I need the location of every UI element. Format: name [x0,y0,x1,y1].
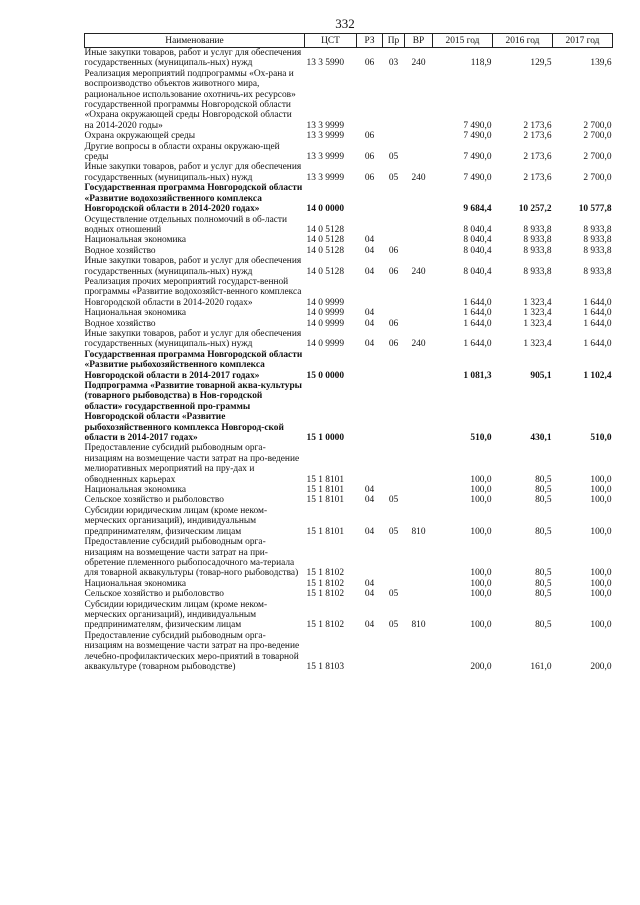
row-value-2017: 100,0 [590,578,612,589]
row-rz-code [357,537,383,579]
table-row [85,48,613,69]
row-name [85,183,305,214]
row-value-2017: 1 644,0 [583,318,612,329]
row-value-2017: 8 933,8 [583,266,612,277]
row-cst-code: 14 0 5128 [306,266,344,277]
page-number: 332 [335,16,355,31]
row-name-text: Охрана окружающей среды [84,131,196,142]
row-rz-code: 04 [364,308,375,319]
row-value-2015: 100,0 [470,578,492,589]
row-value-2017: 100,0 [590,526,612,537]
row-name [85,443,305,485]
row-vr-code [405,631,433,673]
row-value-2016: 161,0 [530,661,552,672]
row-value-2016: 80,5 [535,589,552,600]
row-value-2017: 100,0 [590,474,612,485]
row-vr-code: 810 [411,526,426,537]
row-cst-code: 15 0 0000 [306,370,344,381]
row-pr-code [383,350,405,381]
row-cst-code: 13 3 9999 [306,172,344,183]
row-pr-code [383,131,405,141]
table-row [85,381,613,443]
row-name [85,277,305,308]
row-name [85,246,305,256]
row-cst-code: 14 0 9999 [306,318,344,329]
row-value-2017: 2 700,0 [583,120,612,131]
table-row [85,506,613,537]
row-value-2017: 8 933,8 [583,224,612,235]
table-row [85,329,613,350]
row-value-2017: 1 644,0 [583,297,612,308]
table-row [85,308,613,318]
row-name [85,631,305,673]
row-value-2016: 430,1 [530,433,552,444]
row-rz-code: 06 [364,58,375,69]
row-value-2015: 100,0 [470,620,492,631]
row-value-2017: 510,0 [590,433,612,444]
row-value-2017: 100,0 [590,620,612,631]
row-rz-code [357,443,383,485]
row-pr-code: 05 [388,620,399,631]
row-vr-code [405,537,433,579]
row-value-2017: 100,0 [590,495,612,506]
row-rz-code: 04 [364,318,375,329]
row-name [85,235,305,245]
row-pr-code [383,631,405,673]
row-value-2016: 2 173,6 [523,120,552,131]
row-pr-code [383,381,405,443]
row-vr-code [405,131,433,141]
row-name-text: Осуществление отдельных полномочий в об-ласти водных отношений [84,214,288,235]
row-cst-code: 14 0 5128 [306,235,344,246]
row-vr-code: 240 [411,339,426,350]
row-pr-code [383,537,405,579]
row-vr-code [405,350,433,381]
row-value-2017: 2 700,0 [583,172,612,183]
row-cst-code: 13 3 9999 [306,120,344,131]
row-value-2016: 1 323,4 [523,308,552,319]
row-cst-code: 15 1 8101 [306,495,344,506]
row-vr-code [405,485,433,495]
row-value-2015: 1 644,0 [463,308,492,319]
table-row [85,131,613,141]
row-vr-code [405,235,433,245]
row-value-2016: 8 933,8 [523,235,552,246]
row-rz-code: 04 [364,339,375,350]
row-cst-code: 13 3 9999 [306,152,344,163]
row-cst-code: 15 1 8101 [306,474,344,485]
row-name-text: Государственная программа Новгородской области «Развитие водохозяйственного комплекса Новгородской области в 2014-2020 годах» [84,183,303,215]
row-pr-code: 05 [388,495,399,506]
table-row [85,443,613,485]
row-vr-code: 810 [411,620,426,631]
row-value-2016: 1 323,4 [523,339,552,350]
row-name-text: Сельское хозяйство и рыболовство [84,589,224,600]
row-cst-code: 15 1 8102 [306,589,344,600]
row-name [85,589,305,599]
row-vr-code [405,381,433,443]
row-vr-code [405,308,433,318]
header-pr: Пр [383,34,405,48]
row-name [85,506,305,537]
row-name [85,48,305,69]
row-cst-code: 13 3 5990 [306,58,344,69]
row-name [85,579,305,589]
row-value-2016: 80,5 [535,568,552,579]
row-name-text: Иные закупки товаров, работ и услуг для обеспечения государственных (муниципаль-ных) нужд [84,328,302,350]
row-pr-code: 05 [388,589,399,600]
row-cst-code: 13 3 9999 [306,131,344,142]
table-row [85,537,613,579]
row-cst-code: 15 1 8102 [306,620,344,631]
row-value-2017: 2 700,0 [583,131,612,142]
row-rz-code [357,277,383,308]
row-vr-code [405,277,433,308]
row-value-2017: 8 933,8 [583,235,612,246]
row-name [85,162,305,183]
row-value-2015: 1 644,0 [463,297,492,308]
row-name-text: Предоставление субсидий рыбоводным орга-низациям на возмещение части затрат на при-обретение племенного рыбопосадочного ма-териала для товарной аквакультуры (товар-ного рыбоводства) [84,537,299,579]
row-vr-code [405,589,433,599]
row-vr-code: 240 [411,172,426,183]
row-name [85,350,305,381]
header-row [85,34,613,48]
row-value-2015: 7 490,0 [463,152,492,163]
row-value-2016: 1 323,4 [523,297,552,308]
table-row [85,142,613,163]
row-name [85,131,305,141]
row-value-2015: 1 644,0 [463,339,492,350]
row-pr-code: 05 [388,152,399,163]
row-name [85,215,305,236]
table-row [85,589,613,599]
row-vr-code [405,495,433,505]
row-value-2016: 80,5 [535,495,552,506]
row-pr-code [383,308,405,318]
row-value-2017: 1 102,4 [583,370,612,381]
table-row [85,183,613,214]
row-value-2016: 10 257,2 [518,204,552,215]
row-name-text: Водное хозяйство [84,245,156,256]
table-row [85,485,613,495]
row-rz-code: 06 [364,152,375,163]
header-2016: 2016 год [493,34,553,48]
row-vr-code [405,246,433,256]
row-rz-code: 04 [364,485,375,496]
row-value-2016: 905,1 [530,370,552,381]
row-value-2017: 100,0 [590,485,612,496]
row-name-text: Государственная программа Новгородской области «Развитие рыбохозяйственного комплекса Новгородской области в 2014-2017 годах» [84,349,303,381]
row-rz-code: 04 [364,578,375,589]
table-row [85,246,613,256]
row-cst-code: 15 1 8102 [306,578,344,589]
row-name-text: Реализация прочих мероприятий государст-венной программы «Развитие водохозяйст-венного комплекса Новгородской области в 2014-2020 годах» [84,276,302,308]
row-pr-code [383,183,405,214]
row-name-text: Иные закупки товаров, работ и услуг для обеспечения государственных (муниципаль-ных) нужд [84,162,302,183]
row-value-2015: 510,0 [470,433,492,444]
row-rz-code: 04 [364,620,375,631]
row-value-2017: 100,0 [590,568,612,579]
row-pr-code [383,69,405,131]
row-value-2015: 100,0 [470,568,492,579]
row-value-2017: 139,6 [590,58,612,69]
table-row [85,277,613,308]
row-value-2016: 80,5 [535,526,552,537]
row-value-2015: 200,0 [470,661,492,672]
row-value-2017: 10 577,8 [578,204,612,215]
header-2015: 2015 год [433,34,493,48]
row-name [85,319,305,329]
row-rz-code [357,183,383,214]
row-value-2015: 8 040,4 [463,266,492,277]
row-vr-code [405,319,433,329]
row-pr-code: 06 [388,266,399,277]
row-cst-code: 14 0 9999 [306,339,344,350]
row-value-2017: 1 644,0 [583,308,612,319]
table-row [85,256,613,277]
row-value-2017: 200,0 [590,661,612,672]
row-pr-code [383,235,405,245]
row-rz-code: 04 [364,589,375,600]
row-rz-code: 04 [364,245,375,256]
row-pr-code: 06 [388,339,399,350]
budget-table [84,33,613,672]
row-name-text: Национальная экономика [84,235,187,246]
row-pr-code: 05 [388,526,399,537]
row-rz-code [357,350,383,381]
row-value-2015: 100,0 [470,526,492,537]
row-value-2016: 80,5 [535,578,552,589]
row-value-2016: 80,5 [535,485,552,496]
row-name-text: Национальная экономика [84,308,187,319]
row-name-text: Иные закупки товаров, работ и услуг для обеспечения государственных (муниципаль-ных) нужд [84,48,302,69]
row-value-2015: 8 040,4 [463,235,492,246]
row-name [85,142,305,163]
row-value-2016: 2 173,6 [523,152,552,163]
row-vr-code [405,215,433,236]
row-value-2015: 100,0 [470,589,492,600]
row-value-2016: 8 933,8 [523,245,552,256]
row-value-2015: 100,0 [470,474,492,485]
row-rz-code [357,69,383,131]
row-name-text: Субсидии юридическим лицам (кроме неком-мерческих организаций), индивидуальным предпринимателям, физическим лицам [84,599,268,631]
table-row [85,215,613,236]
row-name-text: Предоставление субсидий рыбоводным орга-низациям на возмещение части затрат на про-ведение мелиоративных мероприятий на пру-дах и обводненных карьерах [84,443,300,485]
row-name-text: Другие вопросы в области охраны окружаю-щей среды [84,141,280,163]
table-row [85,235,613,245]
row-name-text: Реализация мероприятий подпрограммы «Ох-рана и воспроизводство объектов животного мира, рациональное использование охотничь-их ресурсов» государственной программы Новгородской области «Охрана окружающей среды Новгородской области на 2014-2020 годы» [84,68,296,131]
row-value-2015: 118,9 [470,58,492,69]
row-value-2016: 8 933,8 [523,224,552,235]
row-name-text: Подпрограмма «Развитие товарной аква-культуры (товарного рыбоводства) в Нов-городской области» государственной про-граммы Новгородской области «Развитие рыбохозяйственного комплекса Новгород-ской области в 2014-2017 годах» [84,381,302,444]
row-rz-code: 04 [364,235,375,246]
row-cst-code: 14 0 9999 [306,308,344,319]
row-value-2016: 80,5 [535,620,552,631]
row-pr-code [383,485,405,495]
header-name: Наименование [85,34,305,48]
table-row [85,495,613,505]
header-cst: ЦСТ [305,34,357,48]
row-name-text: Водное хозяйство [84,318,156,329]
row-rz-code [357,631,383,673]
table-row [85,631,613,673]
row-vr-code [405,69,433,131]
row-cst-code: 14 0 0000 [306,204,344,215]
row-rz-code: 04 [364,526,375,537]
row-pr-code [383,443,405,485]
row-value-2015: 100,0 [470,485,492,496]
row-value-2016: 2 173,6 [523,172,552,183]
row-cst-code: 15 1 0000 [306,433,344,444]
row-vr-code: 240 [411,58,426,69]
row-value-2016: 1 323,4 [523,318,552,329]
row-name-text: Национальная экономика [84,578,187,589]
row-value-2016: 8 933,8 [523,266,552,277]
row-name [85,485,305,495]
row-pr-code [383,579,405,589]
table-row [85,319,613,329]
row-name [85,381,305,443]
row-cst-code: 15 1 8102 [306,568,344,579]
row-pr-code: 06 [388,245,399,256]
row-value-2015: 100,0 [470,495,492,506]
row-value-2016: 2 173,6 [523,131,552,142]
row-value-2015: 8 040,4 [463,224,492,235]
row-cst-code: 14 0 5128 [306,245,344,256]
row-name-text: Предоставление субсидий рыбоводным орга-низациям на возмещение части затрат на про-ведение лечебно-профилактических меро-приятий в товарной аквакультуре (товарном рыбоводстве) [84,630,300,672]
row-name-text: Иные закупки товаров, работ и услуг для обеспечения государственных (муниципаль-ных) нужд [84,256,302,277]
row-cst-code: 15 1 8103 [306,661,344,672]
row-rz-code: 04 [364,495,375,506]
row-pr-code: 03 [388,58,399,69]
row-cst-code: 14 0 9999 [306,297,344,308]
row-value-2015: 7 490,0 [463,120,492,131]
row-value-2016: 129,5 [530,58,552,69]
table-row [85,579,613,589]
header-2017: 2017 год [553,34,613,48]
row-cst-code: 15 1 8101 [306,485,344,496]
table-body [85,48,613,673]
header-vr: ВР [405,34,433,48]
row-name [85,600,305,631]
row-name [85,495,305,505]
row-rz-code [357,381,383,443]
row-pr-code: 06 [388,318,399,329]
row-name [85,308,305,318]
row-pr-code: 05 [388,172,399,183]
row-value-2017: 1 644,0 [583,339,612,350]
row-value-2017: 8 933,8 [583,245,612,256]
row-rz-code: 06 [364,172,375,183]
row-name-text: Субсидии юридическим лицам (кроме неком-мерческих организаций), индивидуальным предпринимателям, физическим лицам [84,505,268,537]
row-vr-code [405,443,433,485]
row-name [85,256,305,277]
row-rz-code: 04 [364,266,375,277]
table-row [85,350,613,381]
row-value-2015: 1 081,3 [463,370,492,381]
row-name [85,537,305,579]
row-value-2015: 8 040,4 [463,245,492,256]
table-row [85,600,613,631]
row-value-2017: 2 700,0 [583,152,612,163]
row-vr-code [405,142,433,163]
row-vr-code [405,579,433,589]
row-name-text: Сельское хозяйство и рыболовство [84,495,224,506]
row-value-2015: 7 490,0 [463,172,492,183]
row-cst-code: 15 1 8101 [306,526,344,537]
row-cst-code: 14 0 5128 [306,224,344,235]
row-rz-code: 06 [364,131,375,142]
row-vr-code: 240 [411,266,426,277]
row-pr-code [383,215,405,236]
row-value-2016: 80,5 [535,474,552,485]
row-name [85,329,305,350]
row-rz-code [357,215,383,236]
row-value-2015: 7 490,0 [463,131,492,142]
row-value-2017: 100,0 [590,589,612,600]
row-name-text: Национальная экономика [84,485,187,496]
row-value-2015: 1 644,0 [463,318,492,329]
table-row [85,69,613,131]
row-value-2015: 9 684,4 [463,204,492,215]
row-pr-code [383,277,405,308]
row-name [85,69,305,131]
table-row [85,162,613,183]
header-rz: РЗ [357,34,383,48]
row-vr-code [405,183,433,214]
